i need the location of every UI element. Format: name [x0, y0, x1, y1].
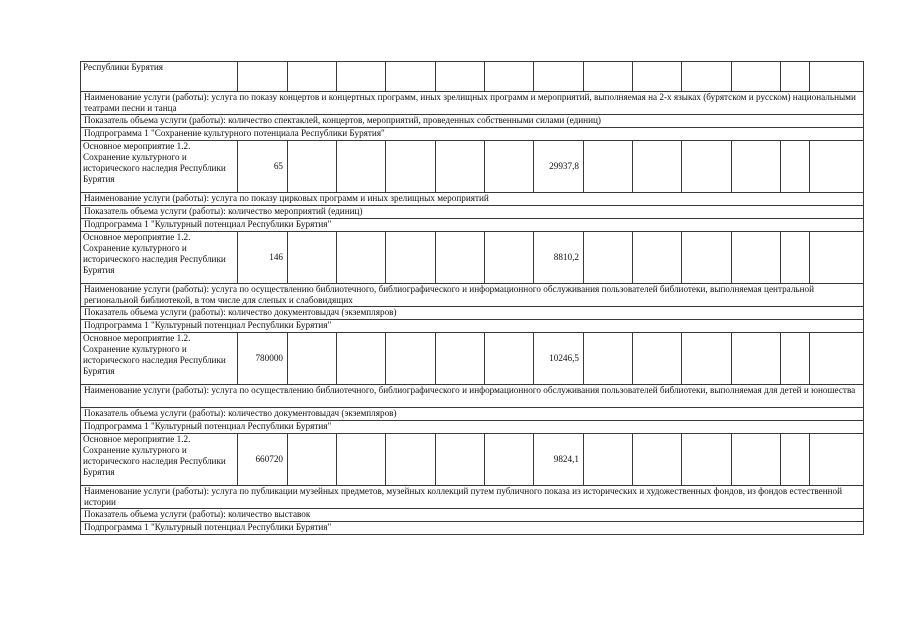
measure-name: Основное мероприятие 1.2. Сохранение культурного и исторического наследия Республики Бурятия — [81, 434, 238, 486]
indicator-name: Показатель объема услуги (работы): количество документовыдач (экземпляров) — [81, 307, 864, 320]
volume-value: 146 — [238, 232, 288, 284]
amount-value: 8810,2 — [534, 232, 584, 284]
service-row — [81, 284, 864, 307]
indicator-name: Показатель объема услуги (работы): количество документовыдач (экземпляров) — [81, 408, 864, 421]
service-name: Наименование услуги (работы): услуга по осуществлению библиотечного, библиографического и информационного обслуживания пользователей библиотеки, выполняемая центральной региональной библиотекой, в том числе для слепых и слабовидящих — [81, 284, 864, 307]
subprogram-row — [81, 219, 864, 232]
indicator-row — [81, 115, 864, 128]
budget-table-page — [80, 61, 863, 535]
amount-value: 29937,8 — [534, 141, 584, 193]
service-row — [81, 92, 864, 115]
subprogram-name: Подпрограмма 1 "Культурный потенциал Республики Бурятия" — [81, 219, 864, 232]
indicator-row — [81, 206, 864, 219]
indicator-row — [81, 509, 864, 522]
volume-value: 780000 — [238, 333, 288, 385]
measure-name: Основное мероприятие 1.2. Сохранение культурного и исторического наследия Республики Бурятия — [81, 141, 238, 193]
subprogram-name: Подпрограмма 1 "Сохранение культурного потенциала Республики Бурятия" — [81, 128, 864, 141]
service-name: Наименование услуги (работы): услуга по осуществлению библиотечного, библиографического и информационного обслуживания пользователей библиотеки, выполняемая для детей и юношества — [81, 385, 864, 408]
amount-value: 10246,5 — [534, 333, 584, 385]
measure-name: Основное мероприятие 1.2. Сохранение культурного и исторического наследия Республики Бурятия — [81, 333, 238, 385]
indicator-name: Показатель объема услуги (работы): количество мероприятий (единиц) — [81, 206, 864, 219]
volume-value: 660720 — [238, 434, 288, 486]
subprogram-name: Подпрограмма 1 "Культурный потенциал Республики Бурятия" — [81, 522, 864, 535]
subprogram-row — [81, 128, 864, 141]
budget-table — [80, 61, 864, 535]
service-name: Наименование услуги (работы): услуга по показу цирковых программ и иных зрелищных мероприятий — [81, 193, 864, 206]
amount-value: 9824,1 — [534, 434, 584, 486]
subprogram-name: Подпрограмма 1 "Культурный потенциал Республики Бурятия" — [81, 421, 864, 434]
measure-name: Основное мероприятие 1.2. Сохранение культурного и исторического наследия Республики Бурятия — [81, 232, 238, 284]
measure-row — [81, 232, 864, 284]
service-row — [81, 193, 864, 206]
service-name: Наименование услуги (работы): услуга по публикации музейных предметов, музейных коллекций путем публичного показа из исторических и художественных фондов, из фондов естественной истории — [81, 486, 864, 509]
table-row — [81, 62, 864, 92]
subprogram-row — [81, 522, 864, 535]
subprogram-name: Подпрограмма 1 "Культурный потенциал Республики Бурятия" — [81, 320, 864, 333]
measure-cell: Республики Бурятия — [81, 62, 238, 92]
measure-row — [81, 333, 864, 385]
indicator-name: Показатель объема услуги (работы): количество выставок — [81, 509, 864, 522]
measure-row — [81, 141, 864, 193]
subprogram-row — [81, 421, 864, 434]
indicator-row — [81, 307, 864, 320]
indicator-row — [81, 408, 864, 421]
volume-value: 65 — [238, 141, 288, 193]
service-name: Наименование услуги (работы): услуга по показу концертов и концертных программ, иных зрелищных программ и мероприятий, выполняемая на 2-х языках (бурятском и русском) национальными театрами песни и танца — [81, 92, 864, 115]
measure-row — [81, 434, 864, 486]
service-row — [81, 486, 864, 509]
subprogram-row — [81, 320, 864, 333]
indicator-name: Показатель объема услуги (работы): количество спектаклей, концертов, мероприятий, проведенных собственными силами (единиц) — [81, 115, 864, 128]
service-row — [81, 385, 864, 408]
